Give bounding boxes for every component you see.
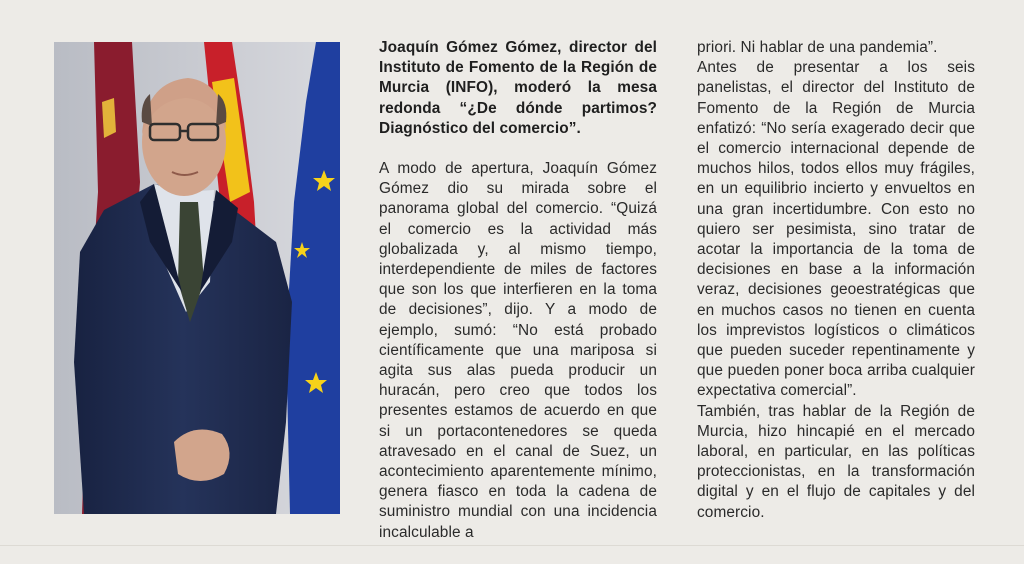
article-paragraph: También, tras hablar de la Región de Murcia, hizo hincapié en el mercado laboral, en particular, en las políticas proteccionistas, en la transformación digital y en el flujo de capitales y del comercio. bbox=[697, 402, 975, 521]
article-paragraph: priori. Ni hablar de una pandemia”. bbox=[697, 39, 938, 56]
article-lead: Joaquín Gómez Gómez, director del Instituto de Fomento de la Región de Murcia (INFO), moderó la mesa redonda “¿De dónde partimos? Diagnóstico del comercio”. bbox=[379, 39, 657, 137]
portrait-illustration bbox=[54, 42, 340, 514]
article-column-2 bbox=[697, 38, 975, 523]
article-paragraph: Antes de presentar a los seis panelistas, el director del Instituto de Fomento de la Región de Murcia enfatizó: “No sería exagerado decir que el comercio internacional depende de muchos hilos, todos ellos muy frágiles, en un equilibrio incierto y envueltos en una gran incertidumbre. Con esto no quiero ser pesimista, sino tratar de acotar la importancia de la toma de decisiones en base a la información veraz, decisiones geoestratégicas que en muchos casos no tienen en cuenta los imprevistos logísticos o climáticos que pueden suceder repentinamente y que pueden poner boca arriba cualquier expectativa comercial”. bbox=[697, 59, 975, 400]
hands bbox=[174, 430, 230, 482]
portrait-photo bbox=[54, 42, 340, 514]
article-paragraph: A modo de apertura, Joaquín Gómez Gómez dio su mirada sobre el panorama global del comercio. “Quizá el comercio es la actividad más globalizada y, al mismo tiempo, interdependiente de miles de factores que son los que interfieren en la toma de decisiones”, dijo. Y a modo de ejemplo, sumó: “No está probado científicamente que una mariposa si agita sus alas pueda producir un huracán, pero creo que todos los presentes estamos de acuerdo en que si un portacontenedores se queda atravesado en el canal de Suez, un acontecimiento aparentemente mínimo, genera fiasco en toda la cadena de suministro mundial con una incidencia incalculable a bbox=[379, 160, 657, 541]
article-column-1 bbox=[379, 38, 657, 543]
bottom-divider bbox=[0, 545, 1024, 546]
